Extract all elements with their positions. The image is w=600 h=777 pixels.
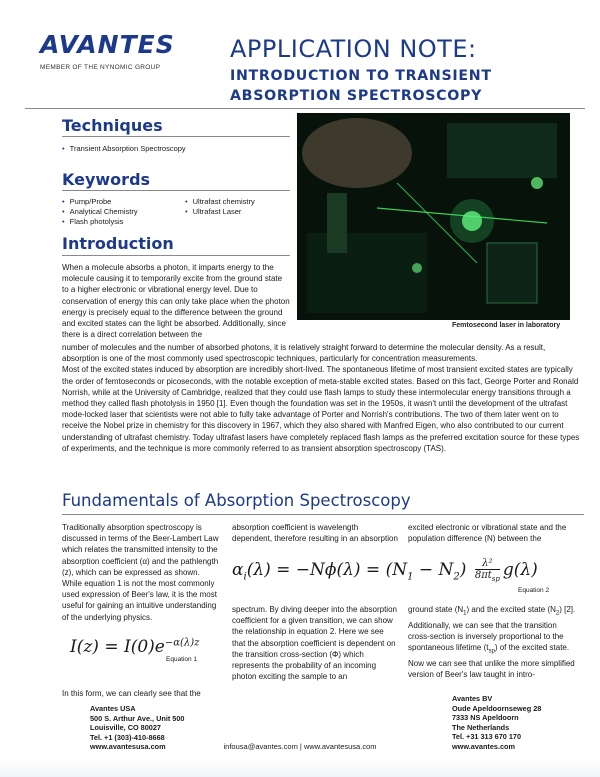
keywords-divider — [62, 190, 290, 191]
intro-paragraph-2: Most of the excited states induced by absorption are incredibly short-lived. The spontaneous lifetime of most transient excited states are typically the order of femtoseconds or picoseconds, with the notable exception of meta-stable excited states. Based on this fact, George Porter and Ronald Norrish, while at the University of Cambridge, realized that they could use flash lamps to study these intermolecular energy transitions through a method they called flash photolysis in 1950 [1]. Even though the foundation was set in the 1950s, it wasn't until the development of the ultrafast mode-locked laser that scientists were not able to fully take advantage of Porter and Norrish's contributions. The two of them later went on to receive the Nobel prize in chemistry for this discovery in 1967, which they also shared with Manfred Eigen, who also contributed to our current understanding of ultrafast chemistry. Today ultrafast lasers have completely replaced flash lamps as the preferred excitation source for these types of experiments, and the technique is more commonly referred to as transient absorption spectroscopy (TAS). — [62, 365, 580, 453]
fundamentals-col1-bottom: In this form, we can clearly see that the — [62, 689, 201, 698]
techniques-list — [62, 144, 186, 154]
introduction-heading: Introduction — [62, 234, 174, 253]
equation-1: $I(z) = I(0)e^{-\alpha(\lambda)z}$ — [70, 637, 200, 657]
list-item: • Flash photolysis — [62, 217, 124, 226]
equation-2-fraction: λ² $8\pi t_{sp}$ — [474, 558, 500, 583]
fundamentals-col2-bottom: spectrum. By diving deeper into the absorption coefficient for a given transition, we can show the relationship in equation 2. Here we see that the absorption coefficient is dependent on the transition cross-section (Φ) which represents the probability of an incoming photon exciting the sample to an — [232, 605, 397, 682]
keywords-list-1 — [62, 197, 138, 227]
app-note-label: APPLICATION NOTE: — [230, 35, 477, 63]
fundamentals-heading: Fundamentals of Absorption Spectroscopy — [62, 491, 411, 510]
fundamentals-col3-top: excited electronic or vibrational state and the population difference (N) between the — [408, 523, 567, 544]
avantes-logo — [40, 30, 190, 71]
header-divider — [25, 108, 585, 109]
intro-paragraph-full — [62, 342, 584, 454]
footer-usa-website-link[interactable]: www.avantesusa.com — [90, 742, 166, 751]
intro-paragraph-narrow: When a molecule absorbs a photon, it imparts energy to the molecule causing it to temporarily excite from the ground state to a higher electronic or vibrational energy level. Due to conservation of energy this can only take place when the photon energy is precisely equal to the difference between the ground and excited states can the light be absorbed. Additionally, since there is a direct correlation between the — [62, 263, 290, 340]
logo-subtitle: MEMBER OF THE NYNOMIC GROUP — [40, 64, 161, 71]
list-item: • Ultrafast chemistry — [185, 197, 255, 206]
list-item: • Analytical Chemistry — [62, 207, 138, 216]
fundamentals-col3-bottom: ground state $(N_1)$ and the excited state $(N_2)$ [2]. Additionally, we can see that the transition cross-section is inversely proportional to the spontaneous lifetime $(t_{sp})$ of the excited state. Now we can see that unlike the more simplified version of Beer's law taught in intro- — [408, 605, 576, 680]
equation-2-label: Equation 2 — [518, 587, 550, 594]
footer-contact[interactable]: infousa@avantes.com | www.avantesusa.com — [223, 742, 377, 751]
fundamentals-col2-top: absorption coefficient is wavelength dependent, therefore resulting in an absorption — [232, 523, 398, 544]
techniques-divider — [62, 136, 290, 137]
footer-band — [0, 760, 600, 777]
bullet-icon: • — [185, 197, 188, 206]
laser-lab-photo — [297, 113, 570, 320]
intro-paragraph-continued: number of molecules and the number of absorbed photons, it is relatively straight forward to determine the molecular density. As a result, absorption is one of the most commonly used spectroscopic techniques, particularly for concentration measurements. — [62, 343, 546, 364]
bullet-icon: • — [62, 144, 65, 153]
footer-bv-website-link[interactable]: www.avantes.com — [452, 741, 515, 751]
list-item: • Ultrafast Laser — [185, 207, 242, 216]
bullet-icon: • — [62, 197, 65, 206]
title-line-2: ABSORPTION SPECTROSCOPY — [230, 88, 483, 104]
footer-usa-address: Avantes USA 500 S. Arthur Ave., Unit 500 Louisville, CO 80027 Tel. +1 (303)-410-8668 www.avantesusa.com — [90, 704, 185, 751]
page-title — [230, 66, 492, 106]
bullet-icon: • — [185, 207, 188, 216]
logo-text: AVANTES — [40, 30, 175, 59]
fundamentals-col1-top: Traditionally absorption spectroscopy is discussed in terms of the Beer-Lambert Law which relates the transmitted intensity to the absorption coefficient (α) and the pathlength (z), which can be expressed as shown. While equation 1 is not the most commonly used expression of Beer's law, it is the most useful for gaining an intuitive understanding of the underlying physics. — [62, 523, 219, 622]
equation-1-label: Equation 1 — [166, 656, 198, 663]
bullet-icon: • — [62, 207, 65, 216]
title-line-1: INTRODUCTION TO TRANSIENT — [230, 68, 492, 84]
photo-caption: Femtosecond laser in laboratory — [452, 322, 561, 329]
keywords-list-2 — [185, 197, 255, 217]
keywords-heading: Keywords — [62, 170, 151, 189]
list-item: • Transient Absorption Spectroscopy — [62, 144, 186, 153]
introduction-divider — [62, 255, 290, 256]
footer-bv-address: Avantes BV Oude Apeldoornseweg 28 7333 NS Apeldoorn The Netherlands Tel. +31 313 670 170 www.avantes.com — [452, 694, 542, 751]
list-item: • Pump/Probe — [62, 197, 112, 206]
bullet-icon: • — [62, 217, 65, 226]
techniques-heading: Techniques — [62, 116, 163, 135]
laser-photo-graphic — [297, 113, 570, 320]
equation-2: $\alpha_i(\lambda) = -N\phi(\lambda) = (N_1 - N_2)$ λ² $8\pi t_{sp}$ g(λ) — [232, 558, 538, 583]
logo-wordmark — [40, 30, 190, 59]
fundamentals-divider — [62, 514, 584, 515]
